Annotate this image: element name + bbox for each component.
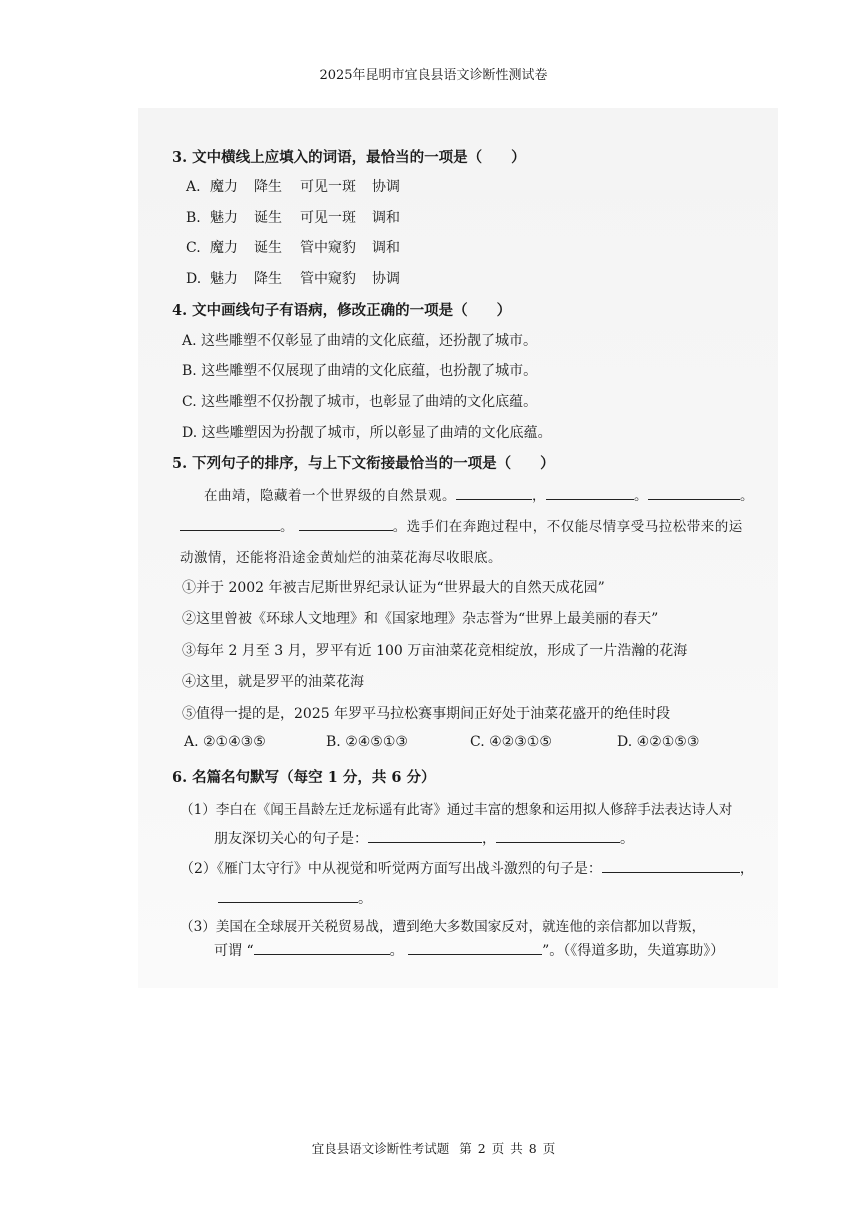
q5-choice-b: B. ②④⑤①③ xyxy=(326,734,408,750)
blank-line xyxy=(299,516,393,531)
q5-passage-line-1: 在曲靖，隐藏着一个世界级的自然景观。 ， 。 。 xyxy=(204,484,754,504)
q4-option-d: D. 这些雕塑因为扮靓了城市，所以彰显了曲靖的文化底蕴。 xyxy=(182,425,552,441)
question-6-stem: 6. 名篇名句默写（每空 1 分，共 6 分） xyxy=(172,769,436,786)
q3-option-a: A. 魔力 降生 可见一斑 协调 xyxy=(186,179,400,195)
blank-line xyxy=(602,858,740,873)
question-5-stem: 5. 下列句子的排序，与上下文衔接最恰当的一项是（ ） xyxy=(172,455,555,472)
q5-sentence-4: ④这里，就是罗平的油菜花海 xyxy=(182,674,364,690)
blank-line xyxy=(408,940,542,955)
q6-part-3-line-2: 可谓 “ 。 ”。（《得道多助，失道寡助》） xyxy=(214,940,724,960)
q6-part-1-line-1: （1）李白在《闻王昌龄左迁龙标遥有此寄》通过丰富的想象和运用拟人修辞手法表达诗人对 xyxy=(180,802,733,818)
q6-part-3-line-1: （3）美国在全球展开关税贸易战，遭到绝大多数国家反对，就连他的亲信都加以背叛， xyxy=(180,919,706,935)
q5-passage-line-3: 动激情，还能将沿途金黄灿烂的油菜花海尽收眼底。 xyxy=(180,550,502,566)
q5-choice-a: A. ②①④③⑤ xyxy=(184,734,266,750)
q6-part-2-line-1: （2）《雁门太守行》中从视觉和听觉两方面写出战斗激烈的句子是： ， xyxy=(180,858,754,878)
blank-line xyxy=(218,888,358,903)
question-4-stem: 4. 文中画线句子有语病，修改正确的一项是（ ） xyxy=(172,302,512,319)
blank-line xyxy=(180,516,280,531)
q4-option-b: B. 这些雕塑不仅展现了曲靖的文化底蕴，也扮靓了城市。 xyxy=(182,363,538,379)
q4-option-a: A. 这些雕塑不仅彰显了曲靖的文化底蕴，还扮靓了城市。 xyxy=(182,333,538,349)
q5-sentence-2: ②这里曾被《环球人文地理》和《国家地理》杂志誉为“世界上最美丽的春天” xyxy=(182,611,659,627)
q6-part-1-line-2: 朋友深切关心的句子是： ， 。 xyxy=(214,828,634,848)
blank-line xyxy=(254,940,390,955)
question-3-stem: 3. 文中横线上应填入的词语，最恰当的一项是（ ） xyxy=(172,149,526,166)
blank-line xyxy=(456,485,532,500)
q5-choice-d: D. ④②①⑤③ xyxy=(617,734,700,750)
blank-line xyxy=(368,828,482,843)
blank-line xyxy=(648,485,740,500)
q3-option-d: D. 魅力 降生 管中窥豹 协调 xyxy=(186,271,400,287)
page-footer: 宜良县语文诊断性考试题 第 2 页 共 8 页 xyxy=(311,1141,556,1156)
q5-sentence-5: ⑤值得一提的是，2025 年罗平马拉松赛事期间正好处于油菜花盛开的绝佳时段 xyxy=(182,706,671,722)
q3-option-c: C. 魔力 诞生 管中窥豹 调和 xyxy=(186,240,400,256)
blank-line xyxy=(546,485,634,500)
q5-choice-c: C. ④②③①⑤ xyxy=(470,734,552,750)
q4-option-c: C. 这些雕塑不仅扮靓了城市，也彰显了曲靖的文化底蕴。 xyxy=(182,394,538,410)
page-header: 2025年昆明市宜良县语文诊断性测试卷 xyxy=(319,68,548,83)
blank-line xyxy=(496,828,620,843)
q5-sentence-3: ③每年 2 月至 3 月，罗平有近 100 万亩油菜花竞相绽放，形成了一片浩瀚的花海 xyxy=(182,643,688,659)
q6-part-2-line-2: 。 xyxy=(218,888,372,908)
q5-sentence-1: ①并于 2002 年被吉尼斯世界纪录认证为“世界最大的自然天成花园” xyxy=(182,580,605,596)
q5-passage-line-2: 。 。选手们在奔跑过程中，不仅能尽情享受马拉松带来的运 xyxy=(180,515,743,535)
q3-option-b: B. 魅力 诞生 可见一斑 调和 xyxy=(186,210,400,226)
